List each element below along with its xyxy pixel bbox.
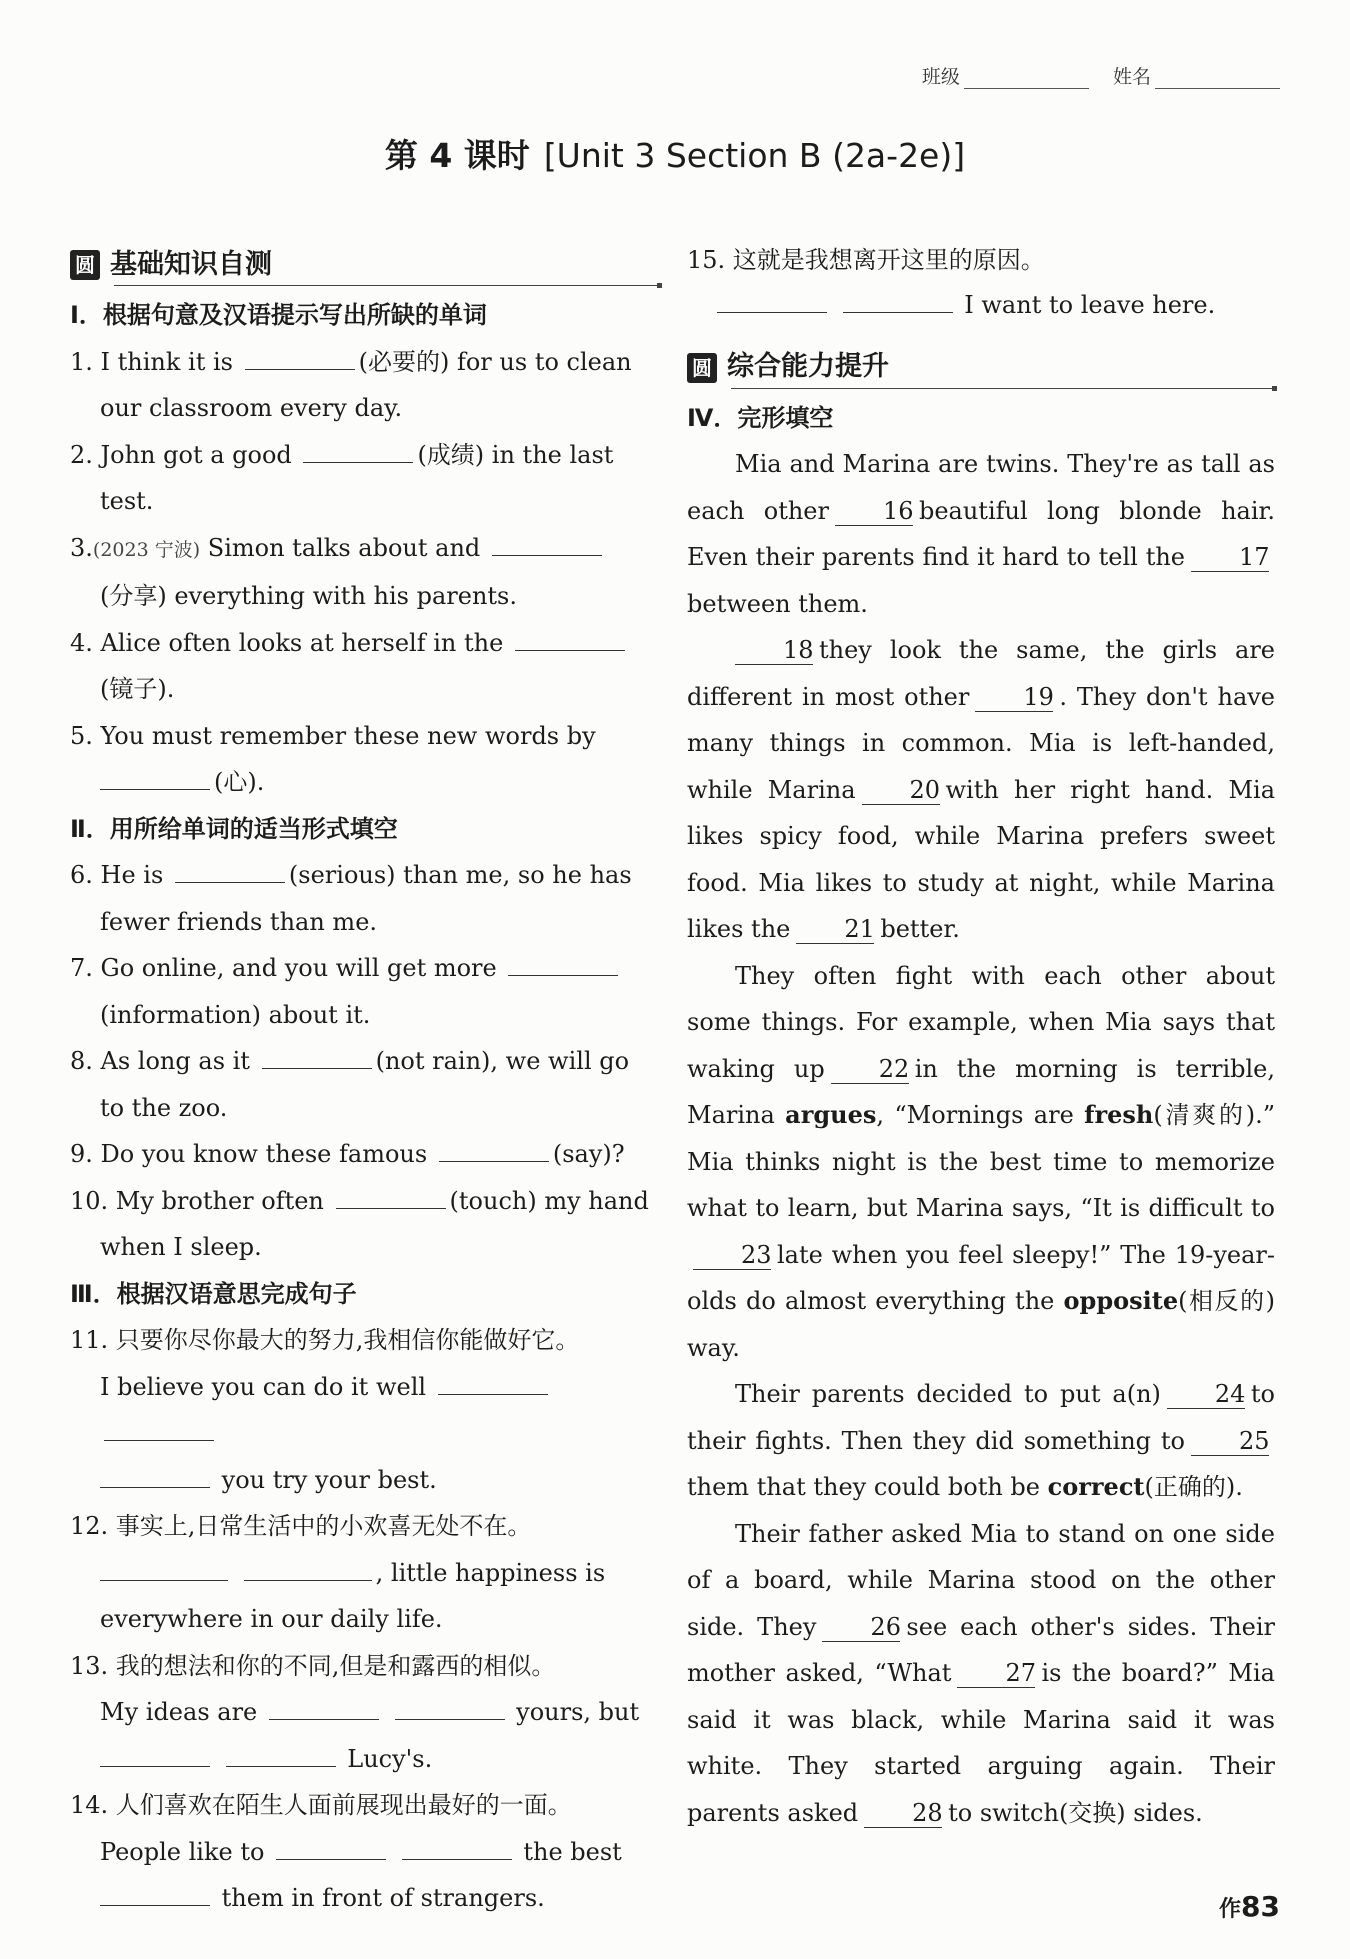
cloze-gap-24[interactable]: 24 <box>1167 1380 1245 1409</box>
answer-blank[interactable] <box>100 1558 228 1581</box>
answer-blank[interactable] <box>402 1837 512 1860</box>
section-basic-header <box>70 238 660 292</box>
cloze-gap-19[interactable]: 19 <box>975 683 1053 712</box>
bold-word: correct <box>1047 1472 1145 1501</box>
answer-blank[interactable] <box>438 1372 548 1395</box>
cloze-paragraph-3: They often fight with each other about some things. For example, when Mia says that waking up 22 in the morning is terrible, Marina argues, “Mornings are fresh(清爽的).” Mia thinks night is the best time to memorize what to learn, but Marina says, “It is difficult to23 late when you feel sleepy!” The 19-year-olds do almost everything the opposite(相反的) way. <box>687 961 1275 1362</box>
section-badge-icon: 圆 <box>70 250 100 280</box>
cloze-gap-22[interactable]: 22 <box>831 1055 909 1084</box>
bold-word: opposite <box>1063 1286 1179 1315</box>
question-8: 8. As long as it (not rain), we will go <box>70 1047 630 1075</box>
part2-title: Ⅱ．用所给单词的适当形式填空 <box>70 814 398 843</box>
student-info-fields <box>922 62 1280 89</box>
cloze-paragraph-5: Their father asked Mia to stand on one side of a board, while Marina stood on the other side. They 26 see each other's sides. Their mother asked, “What 27 is the board?” Mia said it was black, while Marina said it was white. They started arguing again. Their parents asked 28 to switch(交换) sides. <box>687 1519 1276 1827</box>
question-2: 2. John got a good (成绩) in the last <box>70 440 614 469</box>
part4-title: Ⅳ．完形填空 <box>687 403 834 432</box>
answer-blank[interactable] <box>100 1465 210 1488</box>
answer-blank[interactable] <box>269 1697 379 1720</box>
answer-blank[interactable] <box>336 1186 446 1209</box>
answer-blank[interactable] <box>262 1046 372 1069</box>
part3-title: Ⅲ．根据汉语意思完成句子 <box>70 1279 357 1308</box>
cloze-gap-23[interactable]: 23 <box>693 1241 771 1270</box>
cloze-gap-25[interactable]: 25 <box>1191 1427 1269 1456</box>
answer-blank[interactable] <box>104 1418 214 1441</box>
lesson-number: 第 4 课时 <box>384 136 530 175</box>
question-15: 15. 这就是我想离开这里的原因。 <box>687 246 1045 274</box>
cloze-gap-28[interactable]: 28 <box>864 1799 942 1828</box>
answer-blank[interactable] <box>276 1837 386 1860</box>
name-field[interactable] <box>1155 70 1280 89</box>
unit-section: [Unit 3 Section B (2a-2e)] <box>543 136 966 175</box>
question-9: 9. Do you know these famous (say)? <box>70 1140 625 1168</box>
answer-blank[interactable] <box>226 1744 336 1767</box>
question-10: 10. My brother often (touch) my hand <box>70 1186 649 1215</box>
cloze-paragraph-1: Mia and Marina are twins. They're as tall as each other 16 beautiful long blonde hair. Even their parents find it hard to tell the 17between them. <box>687 450 1275 618</box>
question-3: 3.(2023 宁波) Simon talks about and <box>70 525 660 574</box>
answer-blank[interactable] <box>508 953 618 976</box>
cloze-gap-17[interactable]: 17 <box>1191 543 1269 572</box>
answer-blank[interactable] <box>100 1883 210 1906</box>
answer-blank[interactable] <box>492 533 602 556</box>
source-note: (2023 宁波) <box>92 538 201 561</box>
cloze-gap-20[interactable]: 20 <box>862 776 940 805</box>
question-14: 14. 人们喜欢在陌生人面前展现出最好的一面。 <box>70 1791 572 1819</box>
answer-blank[interactable] <box>100 1744 210 1767</box>
question-5: 5. You must remember these new words by <box>70 721 596 750</box>
question-7: 7. Go online, and you will get more <box>70 945 660 992</box>
answer-blank[interactable] <box>244 1558 372 1581</box>
answer-blank[interactable] <box>245 347 355 370</box>
question-1: 1. I think it is (必要的) for us to clean <box>70 347 632 376</box>
answer-blank[interactable] <box>175 860 285 883</box>
question-12: 12. 事实上,日常生活中的小欢喜无处不在。 <box>70 1512 532 1540</box>
question-4: 4. Alice often looks at herself in the <box>70 620 660 667</box>
cloze-gap-21[interactable]: 21 <box>796 915 874 944</box>
section-advanced-header <box>687 341 1275 395</box>
answer-blank[interactable] <box>395 1697 505 1720</box>
question-11: 11. 只要你尽你最大的努力,我相信你能做好它。 <box>70 1326 580 1354</box>
page-number: 作83 <box>1219 1890 1280 1923</box>
cloze-gap-26[interactable]: 26 <box>822 1613 900 1642</box>
cloze-gap-16[interactable]: 16 <box>835 497 913 526</box>
bold-word: fresh <box>1084 1100 1154 1129</box>
left-column: 圆 基础知识自测 Ⅰ．根据句意及汉语提示写出所缺的单词 1. I think it is (必要的) for us to clean our classroom every day. 2. John got a good (成绩) in the last test. 3.(2023 宁波) Simon talks about and (分享) everything with his parents. 4. Alice often looks at herself in the (镜子). 5. You must remember these new words by (心). Ⅱ．用所给单词的适当形式填空 6. He is (serious) than me, so he has fewer friends than me. 7. Go online, and you will get more (information) about it. 8. As long as it (not rain), we will go to the zoo. 9. Do you know these famous (say)? 10. My brother often (touch) my hand when I sleep. Ⅲ．根据汉语意思完成句子 11. 只要你尽你最大的努力,我相信你能做好它。 I believe you can do it well you try your best. 12. 事实上,日常生活中的小欢喜无处不在。 , little happiness is everywhere in our daily life. 13. 我的想法和你的不同,但是和露西的相似。 My ideas are yours, but Lucy's. 14. 人们喜欢在陌生人面前展现出最好的一面。 People like to the best them in front of strangers. <box>70 238 660 1922</box>
name-label: 姓名 <box>1112 66 1151 88</box>
answer-blank[interactable] <box>843 290 953 313</box>
section-rule <box>731 388 1275 389</box>
cloze-paragraph-4: Their parents decided to put a(n) 24 to their fights. Then they did something to 25them that they could both be correct(正确的). <box>687 1380 1275 1501</box>
cloze-gap-27[interactable]: 27 <box>957 1659 1035 1688</box>
class-label: 班级 <box>921 66 960 88</box>
answer-blank[interactable] <box>303 440 413 463</box>
cloze-paragraph-2: 18 they look the same, the girls are different in most other 19 . They don't have many things in common. Mia is left-handed, while Marina 20 with her right hand. Mia likes spicy food, while Marina prefers sweet food. Mia likes to study at night, while Marina likes the 21 better. <box>687 636 1276 943</box>
section-rule <box>114 285 660 286</box>
answer-blank[interactable] <box>439 1139 549 1162</box>
page-title <box>0 130 1350 177</box>
section-badge-icon: 圆 <box>687 353 717 383</box>
question-13: 13. 我的想法和你的不同,但是和露西的相似。 <box>70 1651 556 1680</box>
question-6: 6. He is (serious) than me, so he has <box>70 861 632 889</box>
part1-title: Ⅰ．根据句意及汉语提示写出所缺的单词 <box>70 301 487 329</box>
section-title: 基础知识自测 <box>110 248 272 280</box>
bold-word: argues <box>785 1100 877 1129</box>
cloze-gap-18[interactable]: 18 <box>735 636 813 665</box>
class-field[interactable] <box>964 70 1089 89</box>
right-column: 15. 这就是我想离开这里的原因。 I want to leave here. 圆 综合能力提升 Ⅳ．完形填空 Mia and Marina are twins. They're as tall as each other 16 beautiful long blonde hair. Even their parents find it hard to tell the 17between them. 18 they look the same, the girls are different in most other 19 . They don't have many things in common. Mia is left-handed, while Marina 20 with her right hand. Mia likes spicy food, while Marina prefers sweet food. Mia likes to study at night, while Marina likes the 21 better. They often fight with each other about some things. For example, when Mia says that waking up 22 in the morning is terrible, Marina argues, “Mornings are fresh(清爽的).” Mia thinks night is the best time to memorize what to learn, but Marina says, “It is difficult to23 late when you feel sleepy!” The 19-year-olds do almost everything the opposite(相反的) way. Their parents decided to put a(n) 24 to their fights. Then they did something to 25them that they could both be correct(正确的). Their father asked Mia to stand on one side of a board, while Marina stood on the other side. They 26 see each other's sides. Their mother asked, “What 27 is the board?” Mia said it was black, while Marina said it was white. They started arguing again. Their parents asked 28 to switch(交换) sides. <box>687 238 1275 1836</box>
answer-blank[interactable] <box>515 628 625 651</box>
answer-blank[interactable] <box>100 767 210 790</box>
section-title: 综合能力提升 <box>727 351 889 383</box>
answer-blank[interactable] <box>717 290 827 313</box>
